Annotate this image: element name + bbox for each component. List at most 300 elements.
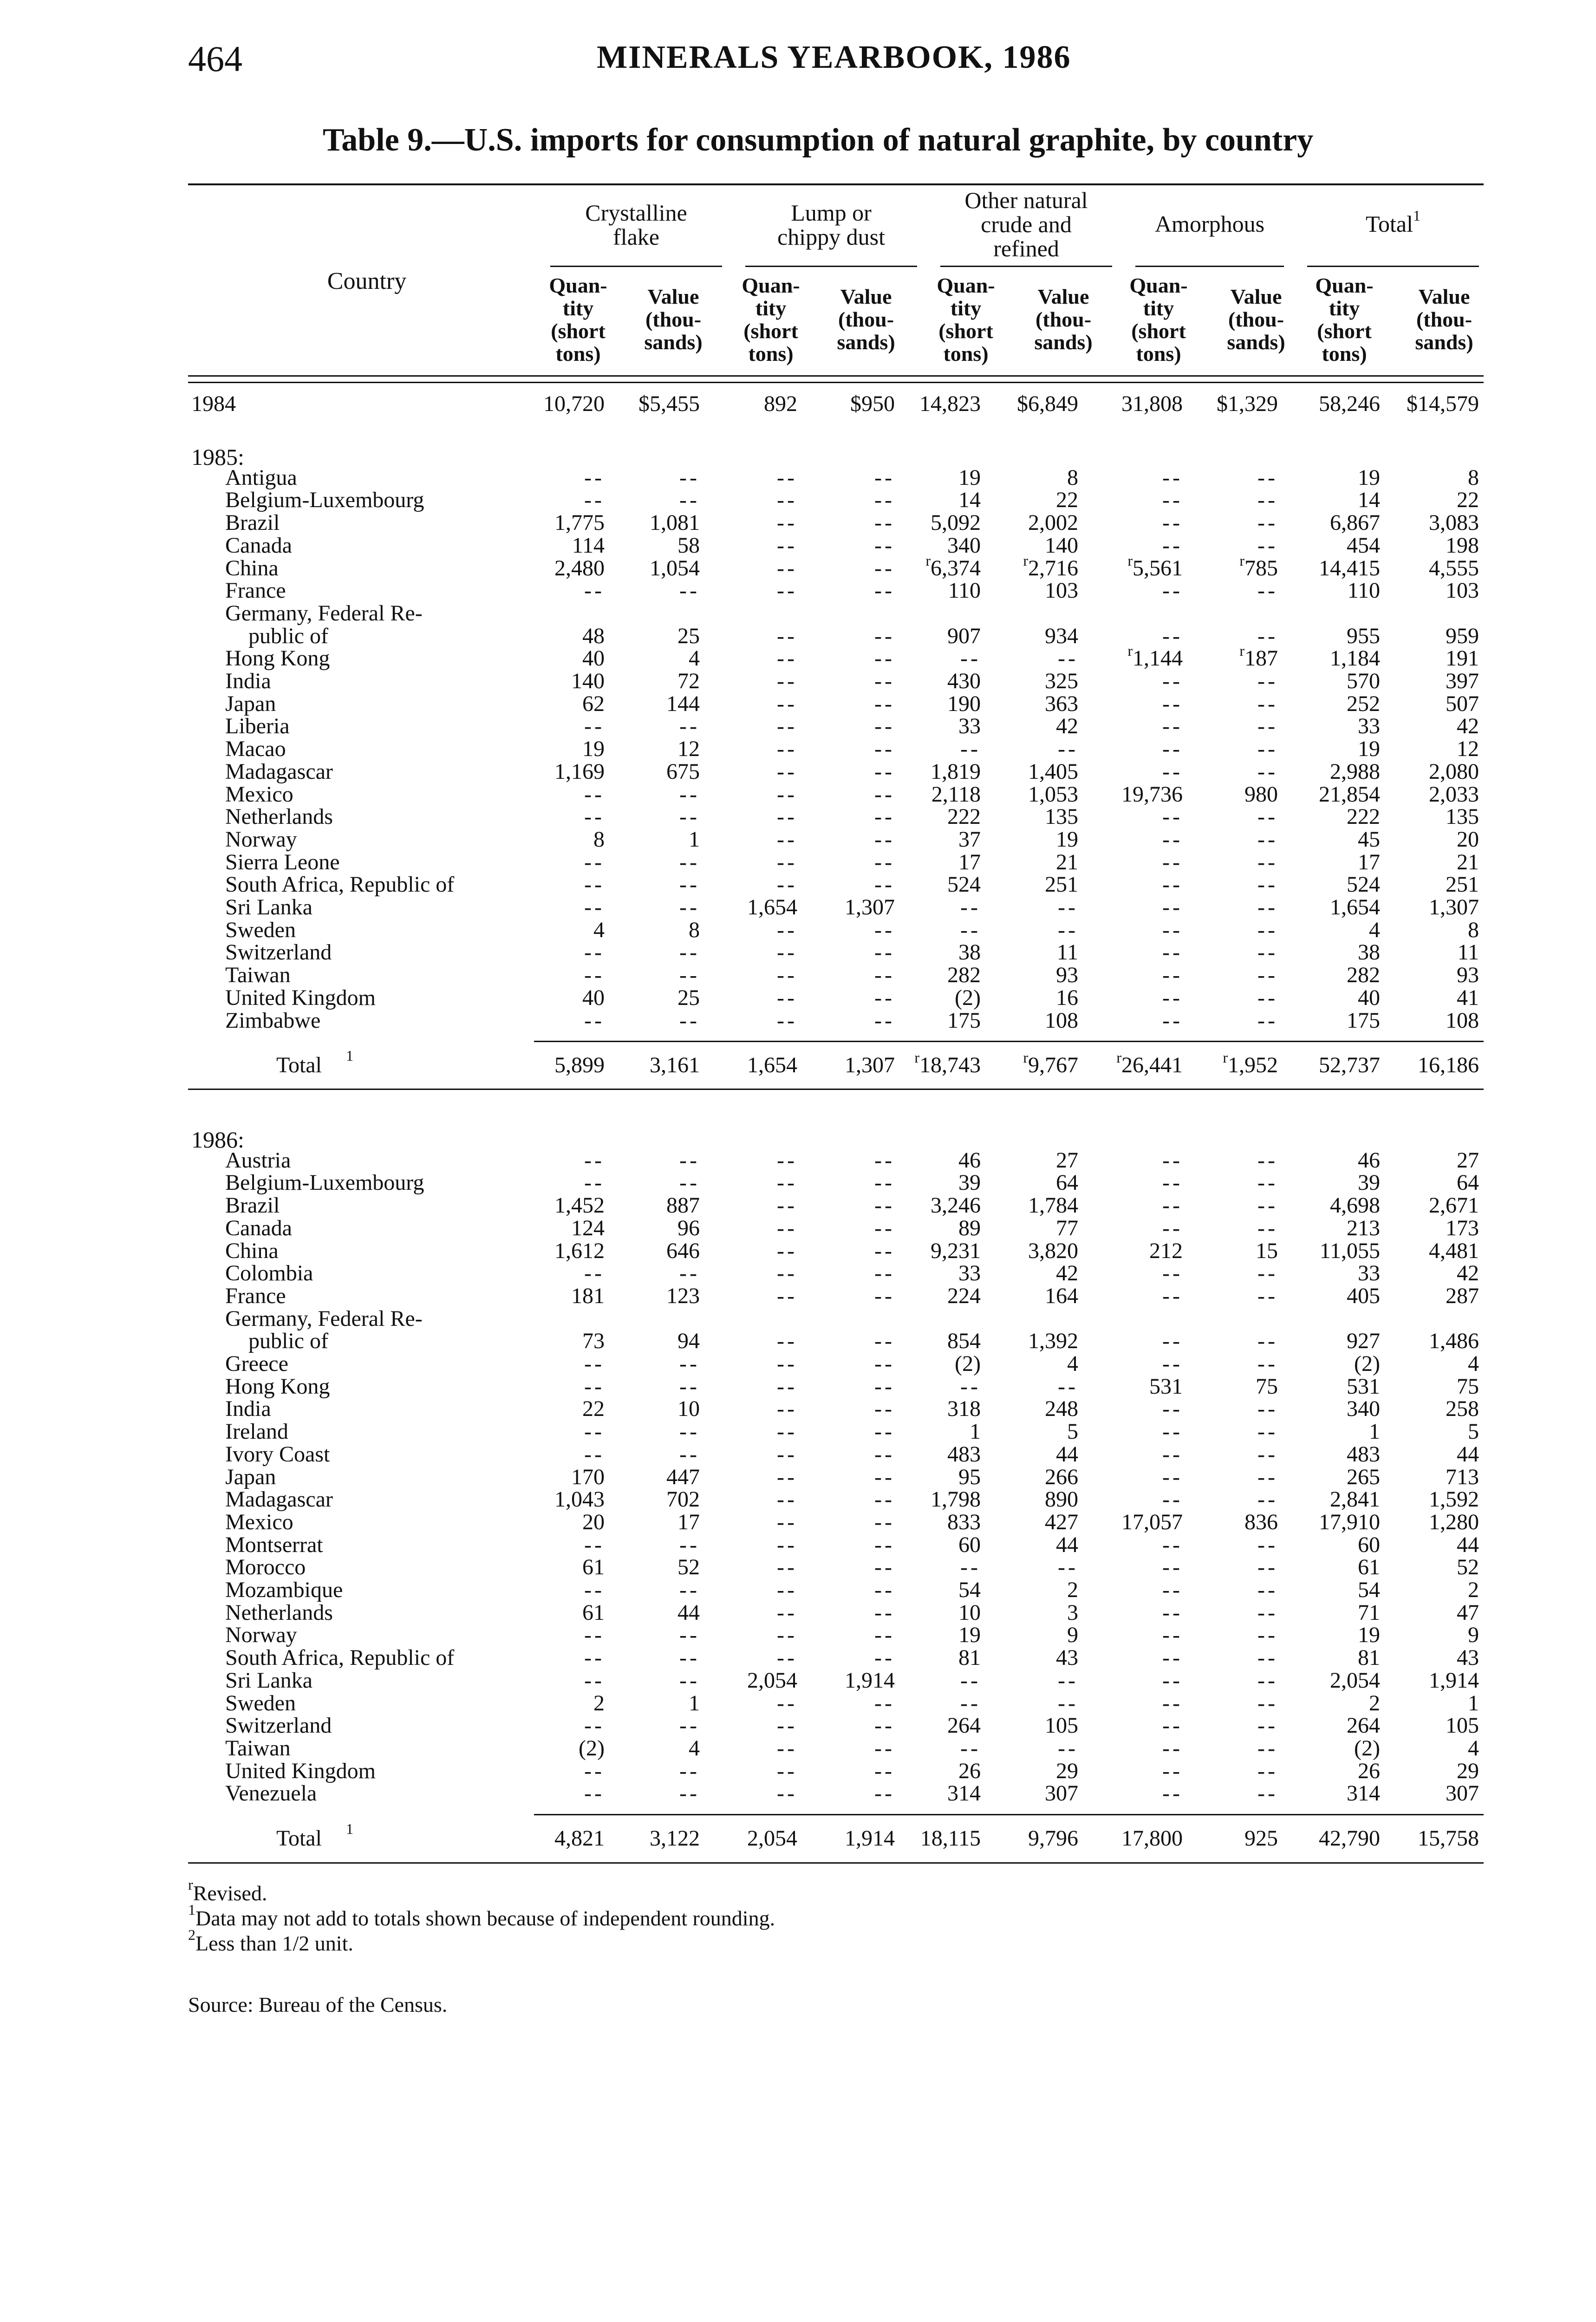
- revised-mark: r: [1239, 642, 1244, 659]
- cell: 447: [666, 1464, 700, 1489]
- cell: 108: [1446, 1008, 1479, 1033]
- cell: --: [1257, 1555, 1278, 1580]
- cell: --: [777, 1238, 797, 1263]
- cell: --: [777, 1329, 797, 1354]
- table-row: [0, 625, 1596, 648]
- cell: (2): [955, 985, 981, 1010]
- cell: 955: [1347, 623, 1380, 648]
- group-header-3: [929, 188, 1124, 261]
- group-header-line: crude and: [981, 211, 1072, 237]
- cell: 2: [593, 1690, 605, 1715]
- cell: --: [960, 917, 981, 942]
- cell: 222: [1347, 804, 1380, 829]
- cell: --: [874, 1555, 895, 1580]
- value-header: [822, 285, 910, 353]
- cell: --: [960, 1735, 981, 1761]
- cell: 181: [571, 1283, 605, 1308]
- cell: 11: [1056, 940, 1078, 965]
- cell: 198: [1446, 533, 1479, 558]
- cell: --: [679, 849, 700, 874]
- cell: --: [874, 623, 895, 648]
- cell: --: [777, 1419, 797, 1444]
- cell: 854: [947, 1329, 981, 1354]
- country-name: public of: [248, 623, 328, 648]
- cell: --: [874, 1351, 895, 1376]
- cell: --: [777, 963, 797, 988]
- cell: 114: [572, 533, 605, 558]
- country-name: Norway: [225, 827, 297, 852]
- country-name: United Kingdom: [225, 1758, 376, 1783]
- cell: --: [1257, 1578, 1278, 1602]
- cell: --: [1162, 1668, 1183, 1693]
- cell: 1,914: [1429, 1668, 1479, 1693]
- cell: 1,169: [554, 759, 605, 784]
- cell: --: [874, 1464, 895, 1489]
- header-line: Quan-: [549, 274, 607, 297]
- cell: 1,280: [1429, 1509, 1479, 1534]
- cell: 19: [958, 1623, 981, 1648]
- cell: 47: [1457, 1600, 1479, 1625]
- cell: --: [679, 782, 700, 807]
- country-name: Switzerland: [225, 1713, 332, 1738]
- cell: 19: [582, 737, 605, 762]
- cell: 95: [958, 1464, 981, 1489]
- cell: --: [960, 1374, 981, 1399]
- cell: --: [1257, 1396, 1278, 1422]
- value-header: [1400, 285, 1488, 353]
- cell: --: [1257, 1008, 1278, 1033]
- cell: 52: [1457, 1555, 1479, 1580]
- cell: --: [1257, 533, 1278, 558]
- cell: 4,555: [1429, 555, 1479, 580]
- cell: --: [1257, 1690, 1278, 1715]
- cell: $^r$18,743: [914, 1049, 981, 1078]
- cell: 1,798: [931, 1487, 981, 1512]
- cell: 60: [958, 1532, 981, 1557]
- table-row: [0, 1330, 1596, 1353]
- cell: 21: [1056, 849, 1078, 874]
- cell: 96: [677, 1215, 700, 1240]
- cell: --: [1058, 1668, 1078, 1693]
- header-line: Value: [647, 285, 699, 308]
- cell: --: [679, 963, 700, 988]
- cell: --: [1058, 646, 1078, 671]
- cell: --: [584, 714, 605, 739]
- table-row: [0, 1307, 1596, 1331]
- cell: --: [679, 1351, 700, 1376]
- cell: 4: [1468, 1351, 1479, 1376]
- cell: --: [584, 1578, 605, 1602]
- cell: --: [1257, 759, 1278, 784]
- cell: 1,914: [845, 1668, 895, 1693]
- cell: $1,329: [1217, 391, 1278, 416]
- cell: --: [584, 1351, 605, 1376]
- cell: 314: [947, 1781, 981, 1806]
- cell: (2): [1354, 1735, 1380, 1761]
- cell: 340: [1347, 1396, 1380, 1422]
- cell: 19: [958, 465, 981, 490]
- country-name: Sri Lanka: [225, 1668, 313, 1693]
- cell: --: [679, 488, 700, 513]
- cell: --: [874, 1374, 895, 1399]
- cell: --: [1162, 917, 1183, 942]
- cell: --: [1257, 488, 1278, 513]
- header-line: tity: [562, 296, 594, 320]
- cell: --: [1058, 737, 1078, 762]
- cell: --: [1162, 759, 1183, 784]
- country-name: Total: [276, 1826, 322, 1851]
- country-name: Montserrat: [225, 1532, 323, 1557]
- cell: --: [777, 1464, 797, 1489]
- cell: --: [777, 1578, 797, 1602]
- table-row: [0, 642, 1596, 671]
- header-bottom-rule-2: [188, 382, 1484, 383]
- table-row: [0, 1217, 1596, 1240]
- cell: 3,246: [931, 1193, 981, 1218]
- cell: 1,654: [747, 895, 797, 920]
- cell: 14,823: [919, 391, 981, 416]
- cell: --: [679, 1645, 700, 1670]
- cell: 4,481: [1429, 1238, 1479, 1263]
- cell: 61: [582, 1600, 605, 1625]
- cell: 46: [958, 1148, 981, 1173]
- country-name: 1984: [191, 391, 236, 416]
- cell: --: [874, 917, 895, 942]
- cell: --: [584, 940, 605, 965]
- cell: --: [777, 985, 797, 1010]
- cell: 27: [1457, 1148, 1479, 1173]
- cell: 140: [571, 669, 605, 693]
- cell: 46: [1358, 1148, 1380, 1173]
- cell: --: [777, 691, 797, 716]
- cell: 64: [1457, 1170, 1479, 1195]
- cell: --: [1162, 510, 1183, 535]
- cell: 144: [666, 691, 700, 716]
- cell: --: [874, 1148, 895, 1173]
- cell: --: [584, 1623, 605, 1648]
- table-row: [0, 1578, 1596, 1602]
- group-header-line: Other natural: [964, 187, 1088, 213]
- cell: 15: [1256, 1238, 1278, 1263]
- cell: 175: [1347, 1008, 1380, 1033]
- cell: --: [584, 465, 605, 490]
- cell: --: [1257, 985, 1278, 1010]
- revised-mark: r: [1127, 552, 1133, 569]
- revised-mark: r: [914, 1049, 919, 1066]
- cell: 19: [1358, 465, 1380, 490]
- country-name: Antigua: [225, 465, 297, 490]
- cell: --: [1257, 737, 1278, 762]
- header-line: (short: [938, 319, 993, 343]
- cell: --: [874, 1532, 895, 1557]
- cell: 12: [677, 737, 700, 762]
- cell: 340: [947, 533, 981, 558]
- cell: 892: [764, 391, 797, 416]
- footnote: [188, 1876, 267, 1906]
- cell: 41: [1457, 985, 1479, 1010]
- country-name: Total: [276, 1053, 322, 1078]
- cell: 16,186: [1418, 1053, 1479, 1078]
- cell: --: [1162, 849, 1183, 874]
- table-row: [0, 1443, 1596, 1466]
- cell: 925: [1244, 1826, 1278, 1851]
- cell: 314: [1347, 1781, 1380, 1806]
- cell: 16: [1056, 985, 1078, 1010]
- table-row: [0, 1194, 1596, 1217]
- cell: --: [1162, 737, 1183, 762]
- group-underline: [745, 266, 917, 267]
- cell: --: [1257, 872, 1278, 897]
- table-row: [0, 466, 1596, 489]
- cell: 17: [677, 1509, 700, 1534]
- cell: --: [777, 465, 797, 490]
- cell: 287: [1446, 1283, 1479, 1308]
- header-line: (thou-: [645, 307, 702, 331]
- cell: --: [777, 1261, 797, 1286]
- cell: 71: [1358, 1600, 1380, 1625]
- header-line: (thou-: [1416, 307, 1472, 331]
- cell: 39: [958, 1170, 981, 1195]
- cell: --: [1162, 669, 1183, 693]
- cell: 8: [1067, 465, 1078, 490]
- page-number: 464: [188, 39, 242, 79]
- cell: 40: [582, 646, 605, 671]
- cell: --: [777, 804, 797, 829]
- cell: --: [777, 940, 797, 965]
- cell: --: [874, 872, 895, 897]
- cell: --: [1162, 1690, 1183, 1715]
- cell: 570: [1347, 669, 1380, 693]
- cell: 19: [1056, 827, 1078, 852]
- group-underline: [1307, 266, 1479, 267]
- country-name: Mexico: [225, 782, 293, 807]
- cell: 524: [1347, 872, 1380, 897]
- cell: --: [1162, 872, 1183, 897]
- header-line: tons): [555, 342, 601, 365]
- cell: 397: [1446, 669, 1479, 693]
- cell: --: [1257, 917, 1278, 942]
- cell: --: [679, 804, 700, 829]
- cell: 907: [947, 623, 981, 648]
- header-line: tons): [1136, 342, 1181, 365]
- cell: --: [1257, 1645, 1278, 1670]
- country-name: Canada: [225, 1215, 292, 1240]
- cell: 19: [1358, 1623, 1380, 1648]
- table-row: [0, 579, 1596, 602]
- cell: 140: [1045, 533, 1078, 558]
- cell: 62: [582, 691, 605, 716]
- revised-mark: r: [925, 552, 931, 569]
- cell: --: [874, 691, 895, 716]
- cell: --: [874, 1645, 895, 1670]
- country-name: Netherlands: [225, 804, 333, 829]
- cell: $^r$785: [1239, 552, 1278, 580]
- country-name: France: [225, 578, 286, 603]
- cell: 307: [1446, 1781, 1479, 1806]
- cell: 105: [1045, 1713, 1078, 1738]
- source-note: Source: Bureau of the Census.: [188, 1993, 448, 2016]
- cell: 980: [1244, 782, 1278, 807]
- cell: 318: [947, 1396, 981, 1422]
- header-line: Value: [1418, 285, 1470, 308]
- cell: --: [1257, 1329, 1278, 1354]
- cell: 42: [1056, 714, 1078, 739]
- cell: --: [1257, 714, 1278, 739]
- cell: --: [584, 849, 605, 874]
- total-rule-1986: [534, 1814, 1484, 1815]
- cell: (2): [955, 1351, 981, 1376]
- cell: 40: [582, 985, 605, 1010]
- cell: 18,115: [920, 1826, 981, 1851]
- country-name: France: [225, 1283, 286, 1308]
- cell: --: [584, 1781, 605, 1806]
- cell: --: [874, 782, 895, 807]
- quantity-header: [727, 274, 815, 365]
- cell: 1: [970, 1419, 981, 1444]
- table-row: [0, 1149, 1596, 1172]
- cell: --: [1257, 1193, 1278, 1218]
- cell: 11: [1457, 940, 1479, 965]
- table-row: [0, 1692, 1596, 1715]
- cell: --: [874, 804, 895, 829]
- cell: 81: [1358, 1645, 1380, 1670]
- cell: 44: [1457, 1441, 1479, 1467]
- cell: $^r$26,441: [1116, 1049, 1183, 1078]
- cell: 25: [677, 985, 700, 1010]
- cell: --: [679, 1713, 700, 1738]
- cell: --: [777, 1374, 797, 1399]
- group-header-line: Crystalline: [585, 200, 687, 226]
- header-line: (short: [743, 319, 798, 343]
- cell: --: [1162, 1487, 1183, 1512]
- cell: 12: [1457, 737, 1479, 762]
- cell: 934: [1045, 623, 1078, 648]
- cell: 2,002: [1028, 510, 1078, 535]
- cell: 33: [1358, 1261, 1380, 1286]
- cell: --: [1162, 1600, 1183, 1625]
- cell: --: [874, 1396, 895, 1422]
- cell: --: [679, 1374, 700, 1399]
- group-header-4: [1124, 212, 1296, 236]
- cell: 9: [1067, 1623, 1078, 1648]
- cell: --: [777, 1441, 797, 1467]
- footnote-text: Revised.: [193, 1881, 267, 1905]
- cell: --: [584, 578, 605, 603]
- country-name: Ivory Coast: [225, 1441, 330, 1467]
- table-row: [0, 1009, 1596, 1032]
- header-line: Value: [1037, 285, 1089, 308]
- cell: 251: [1045, 872, 1078, 897]
- table-row: [0, 670, 1596, 693]
- cell: 1,914: [845, 1826, 895, 1851]
- table-row: [0, 1601, 1596, 1624]
- table-row: [0, 1420, 1596, 1443]
- cell: --: [584, 872, 605, 897]
- header-line: Quan-: [937, 274, 995, 297]
- group-header-line: Amorphous: [1154, 211, 1265, 237]
- cell: 4: [1067, 1351, 1078, 1376]
- table-row: [0, 1511, 1596, 1534]
- cell: --: [874, 940, 895, 965]
- cell: 42: [1457, 714, 1479, 739]
- cell: --: [777, 1170, 797, 1195]
- cell: 1,053: [1028, 782, 1078, 807]
- cell: --: [1162, 691, 1183, 716]
- cell: --: [874, 1419, 895, 1444]
- cell: $^r$1,144: [1127, 642, 1183, 671]
- cell: 264: [1347, 1713, 1380, 1738]
- cell: --: [1162, 623, 1183, 648]
- cell: --: [1162, 1261, 1183, 1286]
- cell: --: [1162, 1555, 1183, 1580]
- country-name: Hong Kong: [225, 646, 330, 671]
- header-line: sands): [644, 330, 703, 354]
- cell: 222: [947, 804, 981, 829]
- cell: 1,307: [1429, 895, 1479, 920]
- cell: 164: [1045, 1283, 1078, 1308]
- cell: 713: [1446, 1464, 1479, 1489]
- cell: --: [777, 669, 797, 693]
- cell: 325: [1045, 669, 1078, 693]
- country-name: Switzerland: [225, 940, 332, 965]
- footnote-text: Data may not add to totals shown because of independent rounding.: [195, 1906, 775, 1930]
- cell: 124: [571, 1215, 605, 1240]
- cell: 22: [1056, 488, 1078, 513]
- cell: 14: [1358, 488, 1380, 513]
- cell: 1: [1468, 1690, 1479, 1715]
- cell: 266: [1045, 1464, 1078, 1489]
- cell: 1: [689, 1690, 700, 1715]
- cell: --: [777, 714, 797, 739]
- cell: 170: [571, 1464, 605, 1489]
- cell: --: [584, 488, 605, 513]
- cell: --: [777, 1193, 797, 1218]
- cell: --: [874, 1283, 895, 1308]
- cell: 282: [947, 963, 981, 988]
- cell: --: [1257, 1464, 1278, 1489]
- cell: --: [1257, 849, 1278, 874]
- cell: $^r$2,716: [1023, 552, 1078, 580]
- cell: 77: [1056, 1215, 1078, 1240]
- cell: 5,899: [554, 1053, 605, 1078]
- cell: 4: [593, 917, 605, 942]
- cell: 6,867: [1330, 510, 1380, 535]
- cell: --: [874, 759, 895, 784]
- cell: 22: [1457, 488, 1479, 513]
- cell: --: [679, 895, 700, 920]
- cell: --: [679, 1532, 700, 1557]
- cell: 3,820: [1028, 1238, 1078, 1263]
- cell: 531: [1149, 1374, 1183, 1399]
- cell: --: [777, 1600, 797, 1625]
- cell: --: [1058, 1374, 1078, 1399]
- cell: 110: [948, 578, 981, 603]
- cell: --: [1257, 578, 1278, 603]
- header-line: sands): [1227, 330, 1285, 354]
- cell: 2,841: [1330, 1487, 1380, 1512]
- cell: 44: [1056, 1441, 1078, 1467]
- cell: 135: [1446, 804, 1479, 829]
- group-header-line: refined: [993, 235, 1059, 261]
- cell: --: [960, 737, 981, 762]
- footnote-mark: 1: [1413, 207, 1421, 224]
- cell: $5,455: [638, 391, 700, 416]
- cell: --: [679, 1261, 700, 1286]
- cell: 105: [1446, 1713, 1479, 1738]
- cell: 61: [1358, 1555, 1380, 1580]
- cell: --: [874, 1441, 895, 1467]
- cell: 258: [1446, 1396, 1479, 1422]
